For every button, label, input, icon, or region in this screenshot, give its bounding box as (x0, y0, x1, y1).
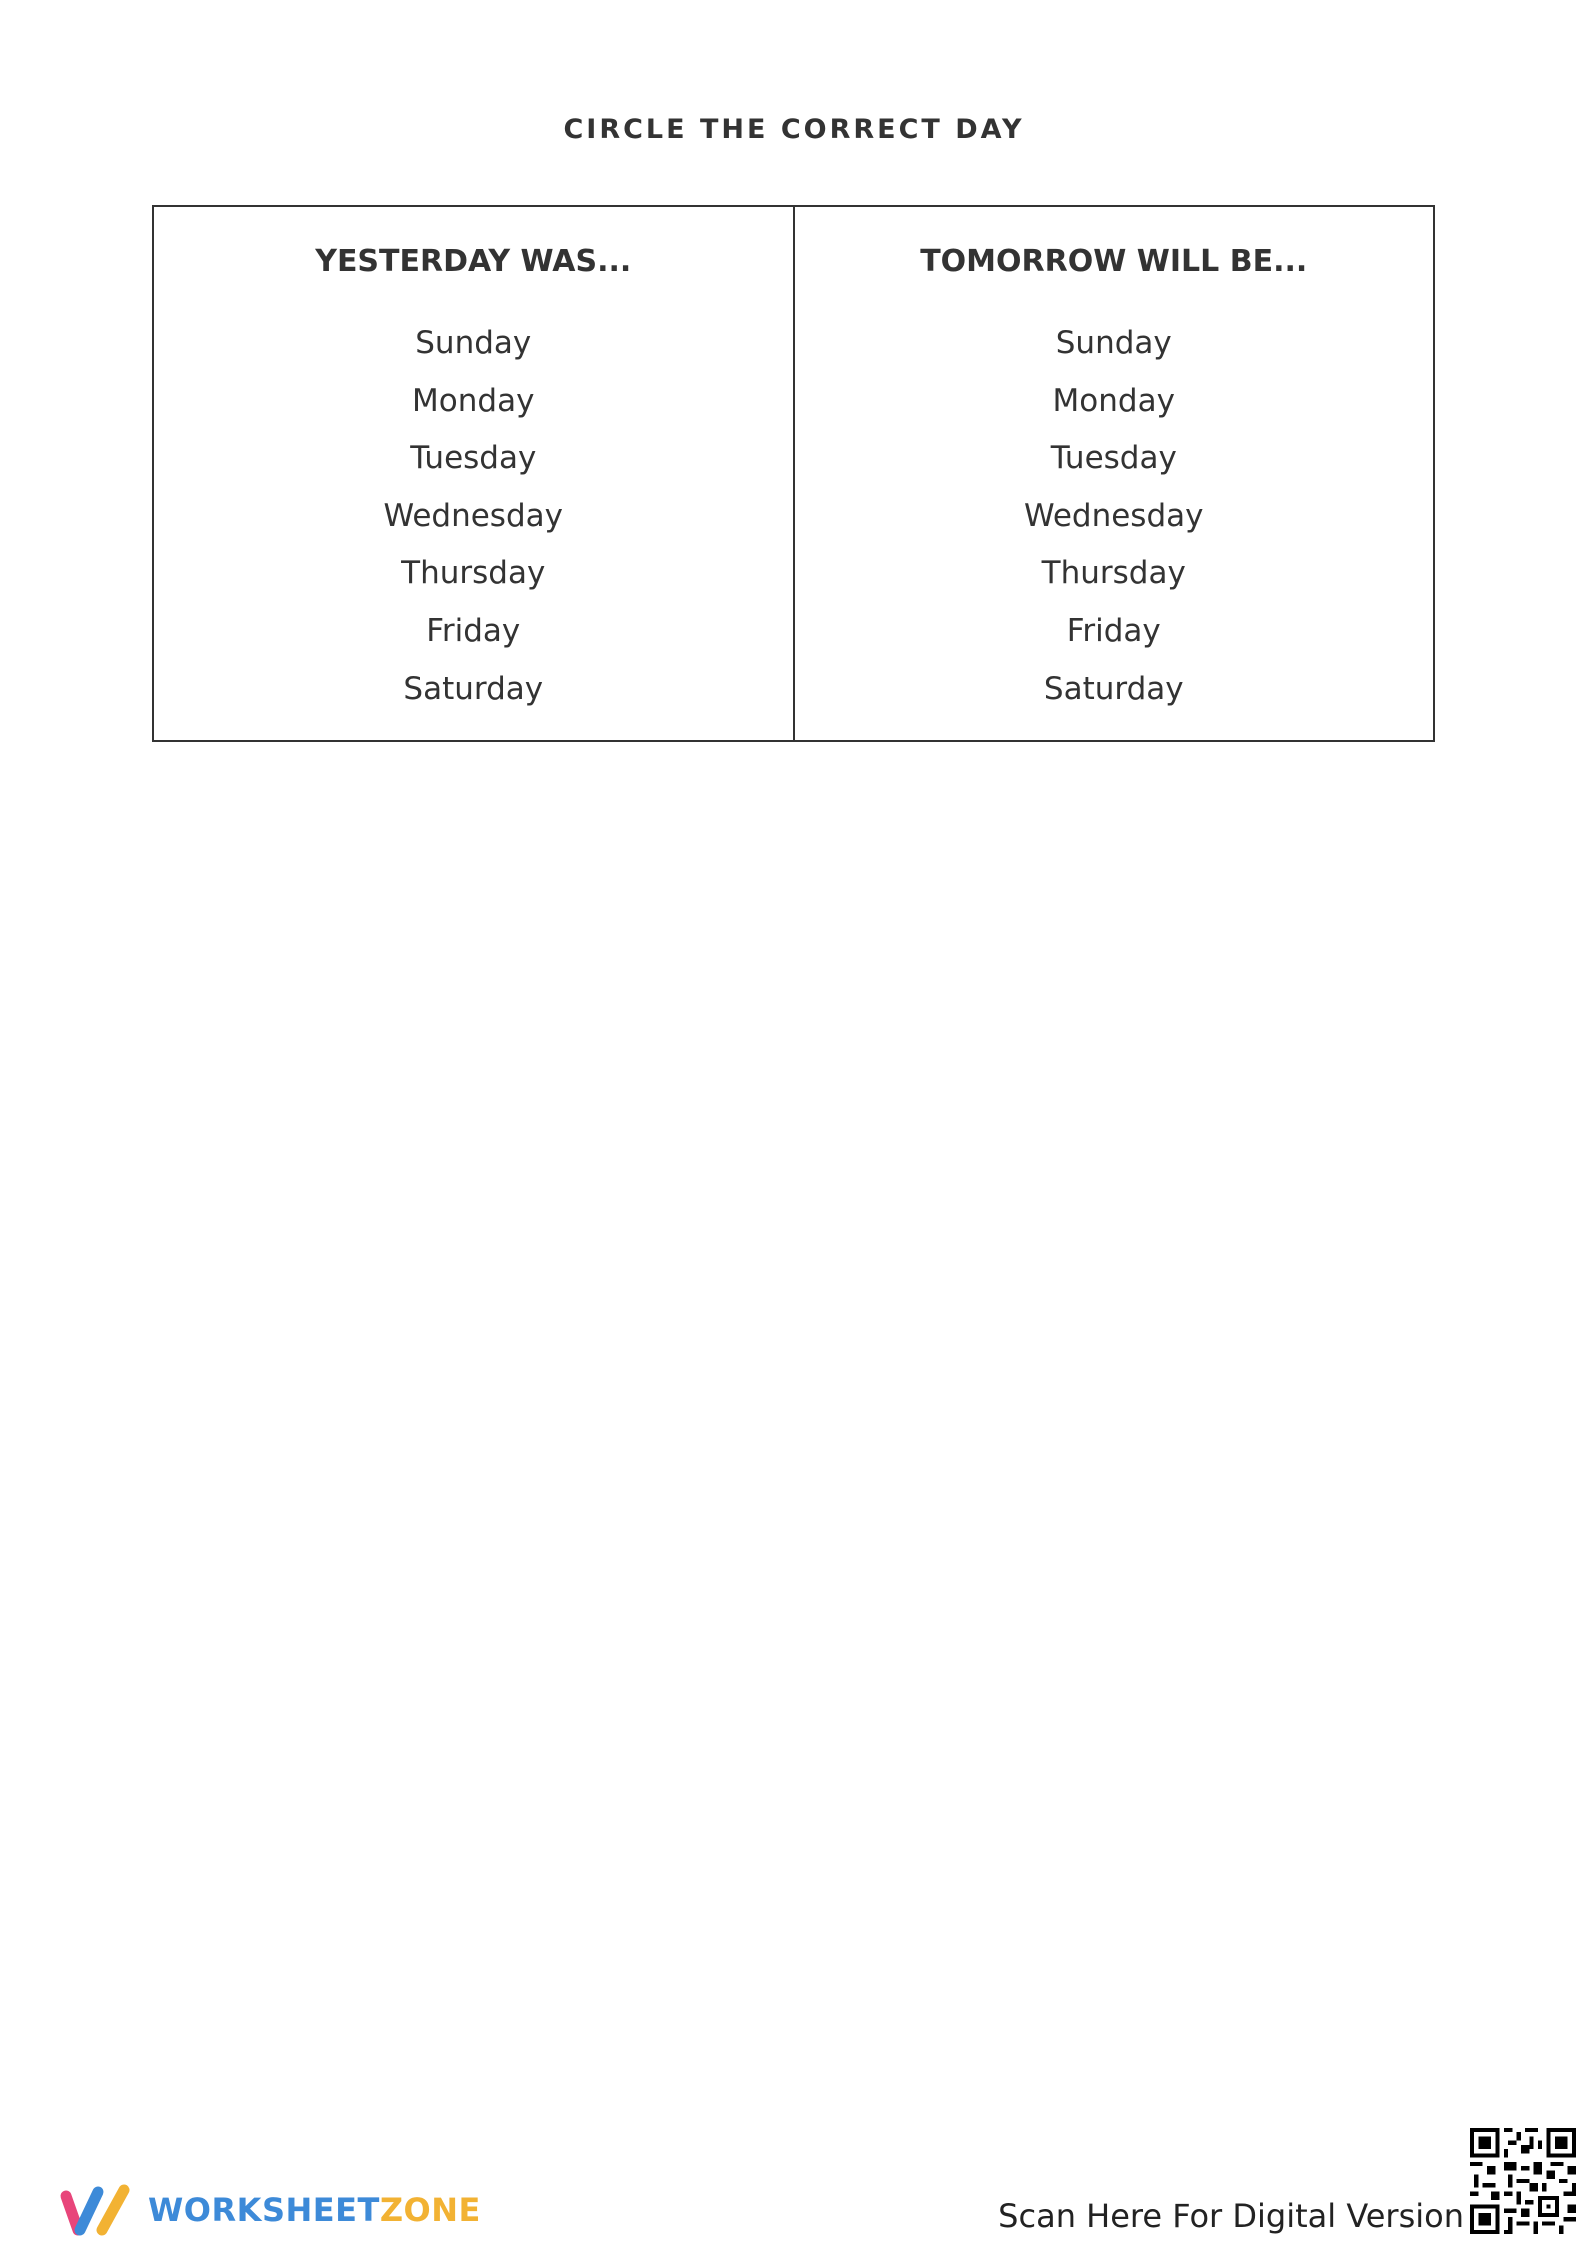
day-option-wednesday[interactable]: Wednesday (1024, 497, 1204, 534)
yesterday-header: YESTERDAY WAS... (315, 244, 632, 279)
scan-instruction: Scan Here For Digital Version (998, 2197, 1464, 2235)
day-option-saturday[interactable]: Saturday (1043, 670, 1184, 707)
yesterday-day-list (154, 315, 793, 718)
yesterday-column (154, 207, 793, 740)
day-option-friday[interactable]: Friday (1066, 612, 1161, 649)
day-option-wednesday[interactable]: Wednesday (383, 497, 563, 534)
worksheetzone-logo[interactable] (58, 2180, 481, 2240)
answer-table (152, 205, 1435, 742)
tomorrow-day-list (795, 315, 1434, 718)
logo-text-zone: ZONE (379, 2191, 481, 2229)
tomorrow-header: TOMORROW WILL BE... (920, 244, 1308, 279)
qr-code-icon[interactable] (1470, 2128, 1576, 2234)
day-option-friday[interactable]: Friday (426, 612, 521, 649)
logo-text-worksheet: WORKSHEET (148, 2191, 380, 2229)
day-option-thursday[interactable]: Thursday (1041, 555, 1186, 592)
tomorrow-column (793, 207, 1434, 740)
day-option-monday[interactable]: Monday (1052, 382, 1175, 419)
day-option-tuesday[interactable]: Tuesday (1050, 440, 1177, 477)
day-option-sunday[interactable]: Sunday (415, 325, 532, 361)
day-option-thursday[interactable]: Thursday (401, 555, 546, 592)
worksheetzone-logo-icon (58, 2182, 134, 2238)
day-option-monday[interactable]: Monday (412, 382, 535, 419)
day-option-tuesday[interactable]: Tuesday (410, 440, 537, 477)
logo-wordmark (148, 2191, 481, 2229)
day-option-sunday[interactable]: Sunday (1055, 325, 1172, 361)
page-title: CIRCLE THE CORRECT DAY (563, 114, 1025, 145)
day-option-saturday[interactable]: Saturday (403, 670, 544, 707)
